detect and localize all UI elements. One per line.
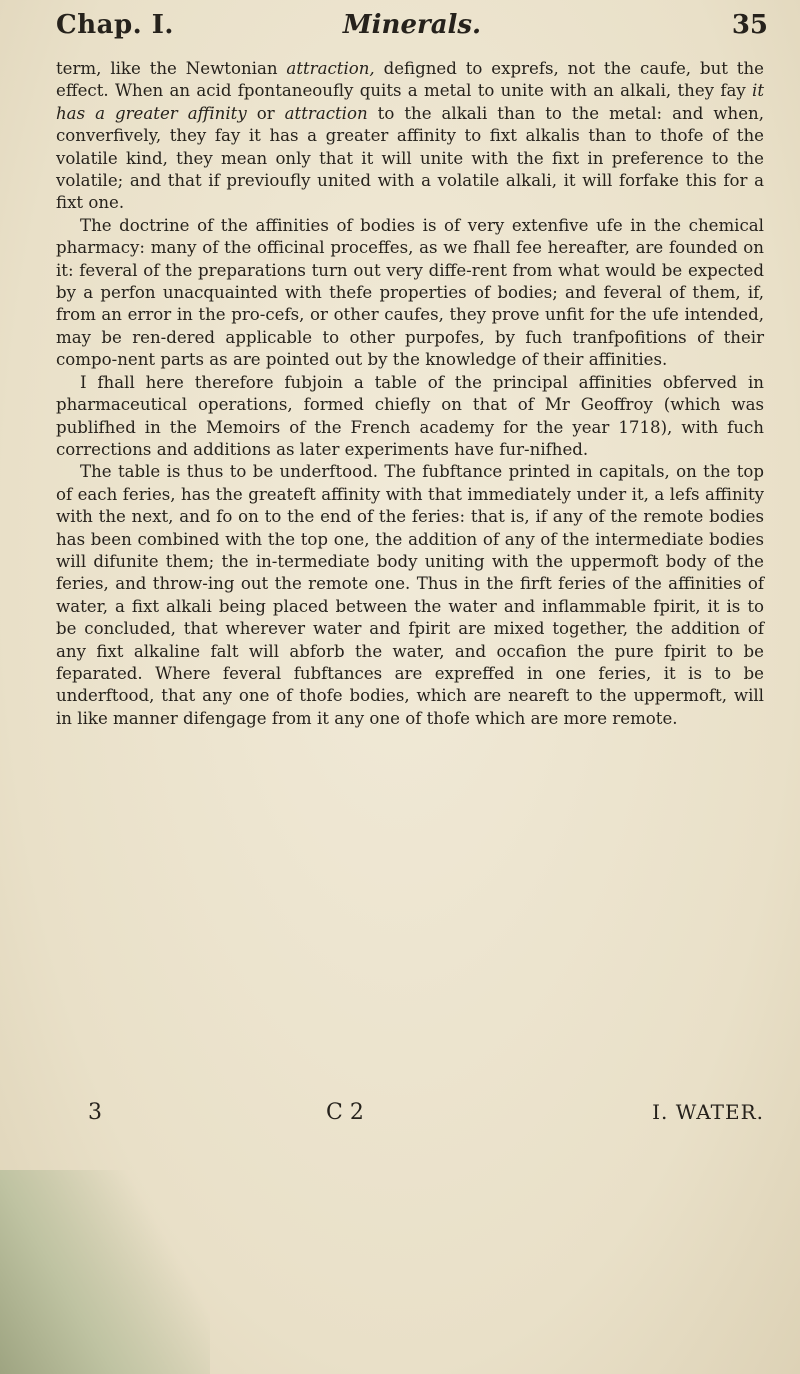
- page-footer: [56, 1100, 764, 1130]
- signature-mark: C 2: [326, 1100, 364, 1125]
- page-number: 35: [731, 10, 768, 40]
- text-run: term, like the Newtonian: [56, 59, 287, 78]
- catchword: I. WATER.: [652, 1100, 764, 1124]
- page-edge-stain: [0, 1170, 210, 1374]
- italic-term: attraction,: [286, 59, 375, 78]
- paragraph-2: The doctrine of the affinities of bodies is of very extenfive ufe in the chemical pharmacy: many of the officinal proceffes, as we fhall fee hereafter, are founded on it: feveral of the preparations turn out very diffe-rent from what would be expected by a perfon unacquainted with thefe properties of bodies; and feveral of them, if, from an error in the pro-cefs, or other caufes, they prove unfit for the ufe intended, may be ren-dered applicable to other purpofes, by fuch tranfpofitions of their compo-nent parts as are pointed out by the knowledge of their affinities.: [56, 215, 764, 370]
- paragraph-4: The table is thus to be underftood. The fubftance printed in capitals, on the top of each feries, has the greateft affinity with that immediately under it, a lefs affinity with the next, and fo on to the end of the feries: that is, if any of the remote bodies has been combined with the top one, the addition of any of the intermediate bodies will difunite them; the in-termediate body uniting with the uppermoft body of the feries, and throw-ing out the remote one. Thus in the firft feries of the affinities of water, a fixt alkali being placed between the water and inflammable fpirit, it is to be concluded, that wherever water and fpirit are mixed together, the addition of any fixt alkaline falt will abforb the water, and occafion the pure fpirit to be feparated. Where feveral fubftances are expreffed in one feries, it is to be underftood, that any one of thofe bodies, which are neareft to the uppermoft, will in like manner difengage from it any one of thofe which are more remote.: [56, 462, 764, 728]
- text-run: to the alkali than to the metal: and when, converfively, they fay it has a greater affinity to fixt alkalis than to thofe of the volatile kind, they mean only that it will unite with the fixt in preference to the volatile; and that if previoufly united with a volatile alkali, it will forfake this for a fixt one.: [56, 103, 764, 213]
- chapter-heading: Chap. I.: [56, 10, 174, 40]
- paragraph-3: I fhall here therefore fubjoin a table of the principal affinities obferved in pharmaceutical operations, formed chiefly on that of Mr Geoffroy (which was publifhed in the Memoirs of the French academy for the year 1718), with fuch corrections and additions as later experiments have fur-nifhed.: [56, 372, 764, 459]
- body-text: [56, 58, 764, 730]
- running-title: Minerals.: [342, 10, 482, 40]
- running-header: [56, 8, 768, 48]
- paragraph-1: [56, 58, 764, 215]
- text-run: or: [246, 103, 285, 123]
- italic-term: attraction: [284, 103, 368, 123]
- italic-term: it has a greater affinity: [56, 81, 764, 123]
- text-run: defigned to exprefs, not the caufe, but the effect. When an acid fpontaneoufly quits a metal to unite with an alkali, they fay: [56, 59, 764, 101]
- signature-number: 3: [88, 1100, 102, 1125]
